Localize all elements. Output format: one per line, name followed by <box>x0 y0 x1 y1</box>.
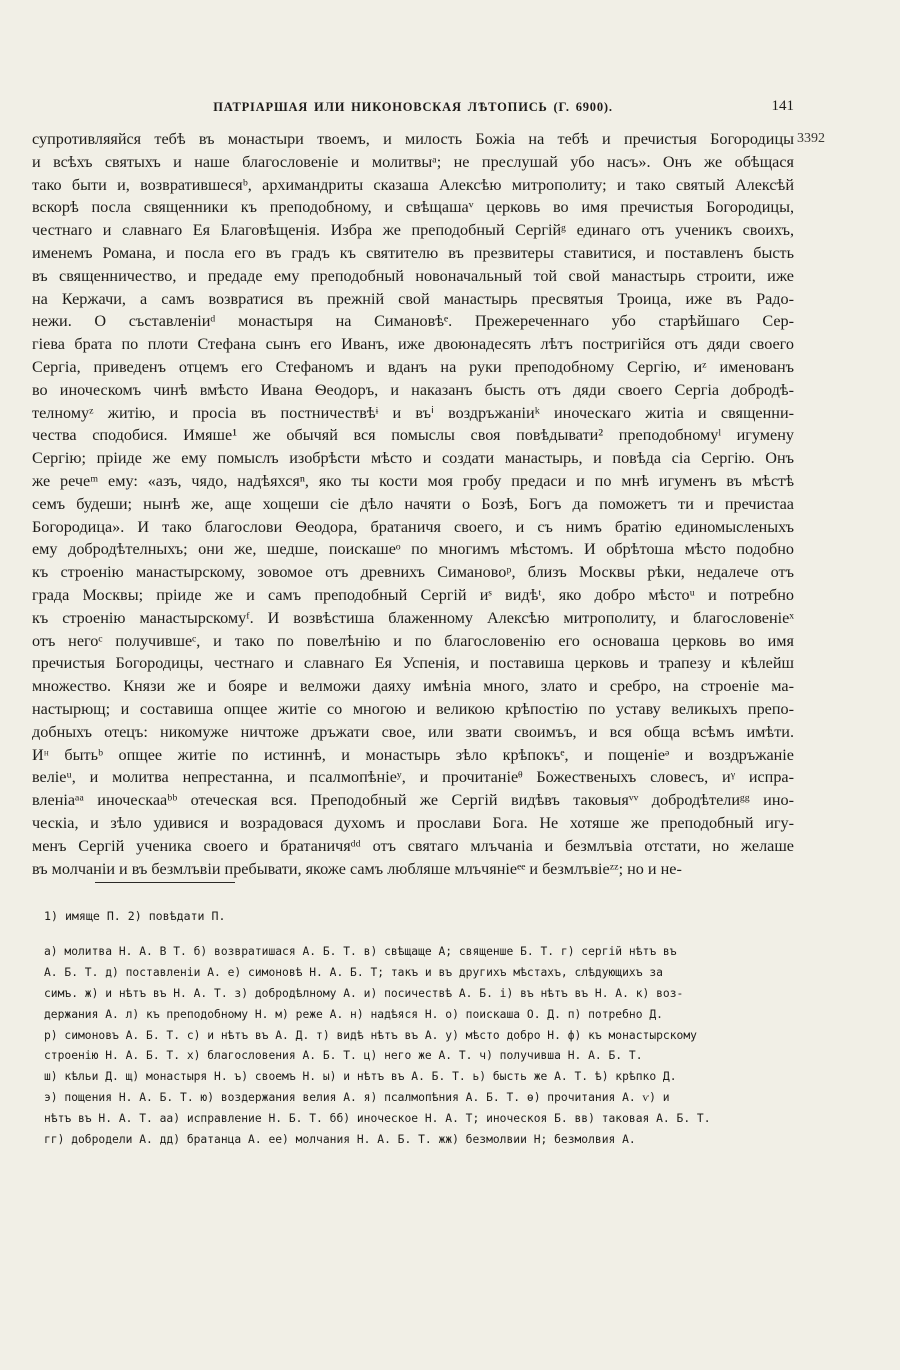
numbered-footnotes: 1) имяще П. 2) повѣдати П. <box>44 909 226 923</box>
text-line: веліеᵘ, и молитва непрестанна, и псалмопѣніеʸ, и прочитаніеᶿ Божественыхъ словесъ, иᵞ испра- <box>32 768 794 787</box>
page-number: 141 <box>771 98 794 114</box>
footnote-line: нѣтъ въ Н. А. Т. аа) исправление Н. Б. Т. бб) иноческое Н. А. Т; иноческоя Б. вв) таковая А. Б. Т. <box>44 1112 711 1126</box>
text-line: супротивляяйся тебѣ въ монастыри твоемъ, и милость Божіа на тебѣ и пречистыя Богородицы <box>32 130 794 148</box>
lettered-footnotes <box>44 942 794 1151</box>
text-line: пречистыя Богородицы, честнаго и славнаго Ея Успенія, и поставиша церковь и трапезу и кѣлейш <box>32 654 794 673</box>
text-line: въ молчаніи и въ безмлъвіи пребывати, якоже самъ любляше млъчяніеᵉᵉ и безмлъвіеᶻᶻ; но и не- <box>32 859 682 878</box>
main-text-block <box>32 128 794 880</box>
text-line: гіева брата по плоти Стефана сынъ его Иванъ, иже двоюнадесять лѣтъ постригійся отъ дяди своего <box>32 335 794 354</box>
text-line: въ священничество, и предаде ему преподобный новоначальный той свой манастырь строити, иже <box>32 266 794 285</box>
footnote-line: держания А. л) къ преподобному Н. м) реже А. н) надѣяся Н. о) поискаша О. Д. п) потребно Д. <box>44 1007 663 1021</box>
text-line: множество. Князи же и бояре и велможи даяху имѣніа много, злато и сребро, на строеніе ма- <box>32 677 794 696</box>
footnote-line: ш) кѣльи Д. щ) монастыря Н. ъ) своемъ Н. ы) и нѣтъ въ А. Б. Т. ь) бысть же А. Т. ѣ) крѣпко Д. <box>44 1070 677 1084</box>
text-line: добныхъ отецъ: никомуже ничтоже дръжати свое, или звати своимъъ, и вся обща всѣмъ имѣти. <box>32 722 794 741</box>
footnote-line: симъ. ж) и нѣтъ въ Н. А. Т. з) добродѣлному А. и) посичествѣ А. Б. і) въ нѣтъ въ Н. А. к) воз- <box>44 986 684 1000</box>
text-line: же речеᵐ ему: «азъ, чядо, надѣяхсяⁿ, яко ты кости моя гробу предаси и по мнѣ игуменъ въ мѣстѣ <box>32 471 794 490</box>
text-line: честнаго и славнаго Ея Благовѣщенія. Избра же преподобный Сергійᵍ единаго отъ ученикъ своихъ, <box>32 221 794 240</box>
text-line: ческіа, и зѣло удивися и возрадовася духомъ и прослави Бога. Не хотяше же преподобный игу- <box>32 813 794 832</box>
text-line: Иᵸ бытьᵇ опщее житіе по истиннѣ, и монастырь зѣло крѣпокъᵉ, и пощеніеᵊ и воздръжаніе <box>32 745 794 764</box>
footnote-line: а) молитва Н. А. В Т. б) возвратишася А. Б. Т. в) свѣщаще А; священше Б. Т. г) сергій нѣтъ въ <box>44 945 677 958</box>
text-line: ему добродѣтелныхъ; они же, шедше, поискашеᵒ по многимъ мѣстомъ. И обрѣтоша мѣсто подобно <box>32 540 794 559</box>
footnote-line: э) пощения Н. А. Б. Т. ю) воздержания велия А. я) псалмопѣния А. Б. Т. ѳ) прочитания А. ѵ) и <box>44 1091 670 1105</box>
text-line: града Москвы; пріиде же и самъ преподобный Сергій иˢ видѣᵗ, яко добро мѣстоᵘ и потребно <box>32 585 794 604</box>
text-line: вскорѣ посла священники къ преподобному, и свѣщашаᵛ церковь во имя пречистыя Богородицы, <box>32 198 794 217</box>
footnote-separator <box>95 882 235 883</box>
margin-year-note: 3392 <box>797 131 825 146</box>
text-line: на Кержачи, а самъ возвратися въ прежній свой манастырь пресвятыя Троица, иже въ Радо- <box>32 289 794 308</box>
page-header <box>32 98 794 122</box>
footnote-line: р) симоновъ А. Б. Т. с) и нѣтъ въ А. Д. т) видѣ нѣтъ въ А. у) мѣсто добро Н. ф) къ монастырскому <box>44 1028 697 1042</box>
text-line: именемъ Романа, и посла его въ градъ къ святителю въ презвитеры ставитися, и поставленъ бысть <box>32 243 794 262</box>
text-line: во иноческомъ чинѣ вмѣсто Ивана Ѳеодоръ, и наказанъ бысть отъ дяди своего Сергіа добродѣ- <box>32 380 794 399</box>
text-line: настырющ; и составиша опщее житіе со многою и великою крѣпостію по уставу великыхъ препо- <box>32 699 794 718</box>
text-line: Сергію; пріиде же ему помыслъ изобрѣсти мѣсто и создати манастырь, и повѣда сіа Сергію. Онъ <box>32 449 794 468</box>
footnote-line: гг) добродели А. дд) братанца А. ее) молчания Н. А. Б. Т. жж) безмолвии Н; безмолвия А. <box>44 1133 636 1147</box>
text-line: вленіаᵃᵃ иноческааᵇᵇ отеческая вся. Преподобный же Сергій видѣвъ таковыяᵛᵛ добродѣтелиᵍᵍ ино- <box>32 791 794 810</box>
text-line: Сергіа, приведенъ отцемъ его Стефаномъ и вданъ на руки преподобному Сергію, иᶻ именованъ <box>32 357 794 376</box>
footnote-line: А. Б. Т. д) поставленіи А. е) симоновѣ Н. А. Б. Т; такъ и въ другихъ мѣстахъ, слѣдующихъ за <box>44 965 663 979</box>
text-line: телномуᶻ житію, и просіа въ постничествѣᶤ и въⁱ воздръжаніиᵏ иноческаго житіа и священни- <box>32 403 794 422</box>
text-line: Богородица». И тако благослови Ѳеодора, братаничя своего, и съ нимъ братію единомысленыхъ <box>32 517 794 536</box>
text-line: отъ негоᶜ получившеᶜ, и тако по повелѣнію и по благословенію его основаша церковь во имя <box>32 631 794 650</box>
text-line: семъ будеши; нынѣ же, аще хощеши сіе дѣло начяти о Бозѣ, Богъ да поможетъ ти и пречистаа <box>32 494 794 513</box>
text-line: менъ Сергій ученика своего и братаничяᵈᵈ отъ святаго млъчаніа и безмлъвіа отстати, но желаше <box>32 836 794 855</box>
text-line: къ строенію манастырскомуᶠ. И возвѣстиша блаженному Алексѣю митрополиту, и благословеніеˣ <box>32 608 794 627</box>
text-line: нежи. О съставленіиᵈ монастыря на Симановѣᵉ. Прежереченнаго убо старѣйшаго Сер- <box>32 312 794 331</box>
text-line: тако быти и, возвратившесяᵇ, архимандриты сказаша Алексѣю митрополиту; и тако святый Алексѣй <box>32 175 794 194</box>
text-line: чества сподобися. Имяше¹ же обычяй вся помыслы своя повѣдывати² преподобномуˡ игумену <box>32 426 794 445</box>
text-line: къ строенію манастырскому, зовомое отъ древнихъ Симановоᵖ, близъ Москвы рѣки, недалече отъ <box>32 563 794 582</box>
footnote-line: строенію Н. А. Б. Т. х) благословения А. Б. Т. ц) него же А. Т. ч) получивша Н. А. Б. Т. <box>44 1049 643 1063</box>
running-title: ПАТРІАРШАЯ ИЛИ НИКОНОВСКАЯ ЛѢТОПИСЬ (Г. 6900). <box>213 100 613 114</box>
text-line: и всѣхъ святыхъ и наше благословеніе и молитвыᵃ; не преслушай убо насъ». Онъ же обѣщася <box>32 152 794 171</box>
